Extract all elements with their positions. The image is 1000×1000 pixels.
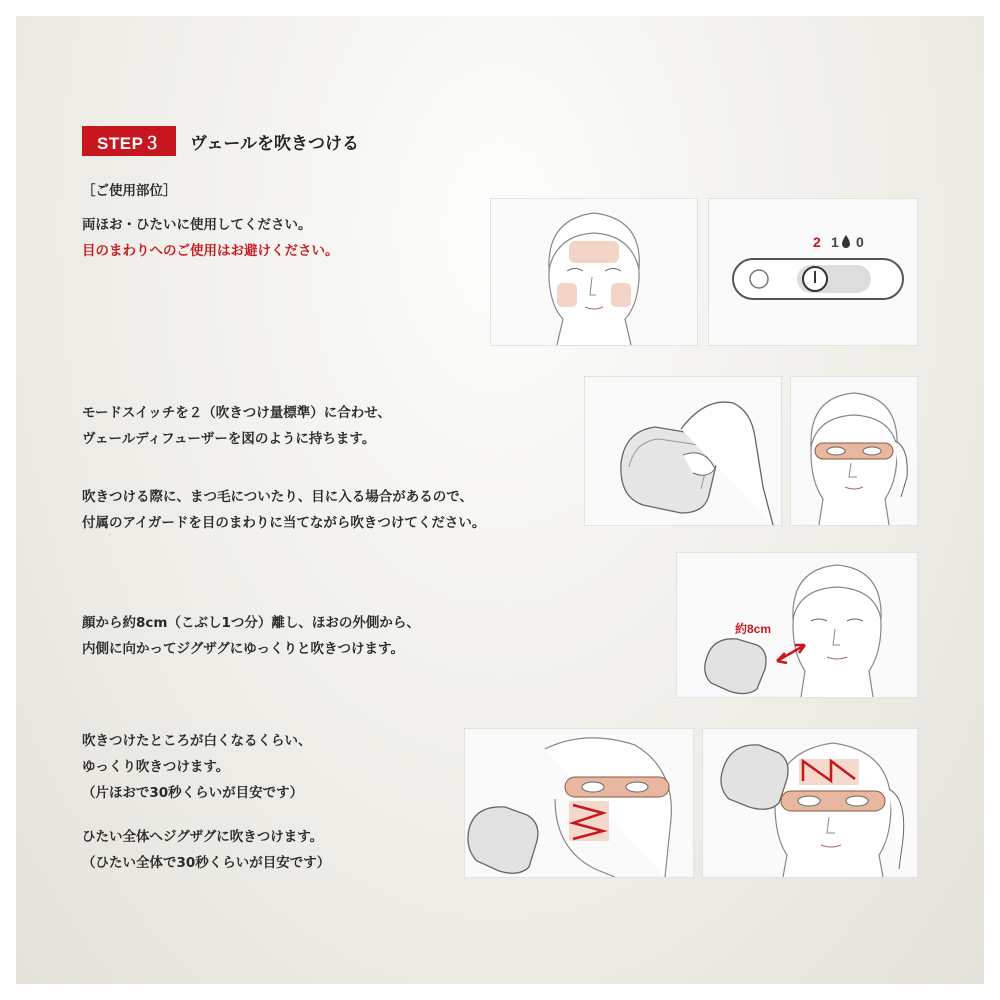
mode-line-1: モードスイッチを２（吹きつけ量標準）に合わせ、 bbox=[82, 405, 391, 421]
switch-label-0: 0 bbox=[856, 234, 864, 250]
cheek-zigzag-illustration bbox=[464, 728, 694, 878]
drop-icon bbox=[842, 235, 850, 248]
spray-line-2: ゆっくり吹きつけます。 bbox=[82, 759, 230, 775]
face-zones-illustration bbox=[490, 198, 698, 346]
distance-line-1: 顔から約8cm（こぶし1つ分）離し、ほおの外側から、 bbox=[82, 615, 420, 631]
switch-label-1: 1 bbox=[831, 234, 839, 250]
eyeguard-line-1: 吹きつける際に、まつ毛についたり、目に入る場合があるので、 bbox=[82, 489, 473, 505]
mode-switch-illustration bbox=[708, 198, 918, 346]
hand-holding-device-illustration bbox=[584, 376, 782, 526]
usage-line: 両ほお・ひたいに使用してください。 bbox=[82, 217, 312, 233]
mode-line-2: ヴェールディフューザーを図のように持ちます。 bbox=[82, 431, 376, 447]
usage-warning: 目のまわりへのご使用はお避けください。 bbox=[82, 243, 339, 259]
forehead-line-2: （ひたい全体で30秒くらいが目安です） bbox=[82, 855, 331, 871]
spray-line-1: 吹きつけたところが白くなるくらい、 bbox=[82, 733, 312, 749]
step-badge: STEP３ bbox=[82, 126, 176, 156]
distance-line-2: 内側に向かってジグザグにゆっくりと吹きつけます。 bbox=[82, 641, 404, 657]
eyeguard-face-illustration bbox=[790, 376, 918, 526]
switch-label-2: 2 bbox=[813, 234, 821, 250]
forehead-line-1: ひたい全体へジグザグに吹きつけます。 bbox=[82, 829, 324, 845]
spray-line-3: （片ほおで30秒くらいが目安です） bbox=[82, 785, 304, 801]
eyeguard-line-2: 付属のアイガードを目のまわりに当てながら吹きつけてください。 bbox=[82, 515, 486, 531]
distance-label: 約8cm bbox=[735, 622, 772, 636]
distance-illustration bbox=[676, 552, 918, 698]
forehead-zigzag-illustration bbox=[702, 728, 918, 878]
usage-heading: ［ご使用部位］ bbox=[82, 183, 177, 199]
step-title: ヴェールを吹きつける bbox=[190, 134, 359, 154]
